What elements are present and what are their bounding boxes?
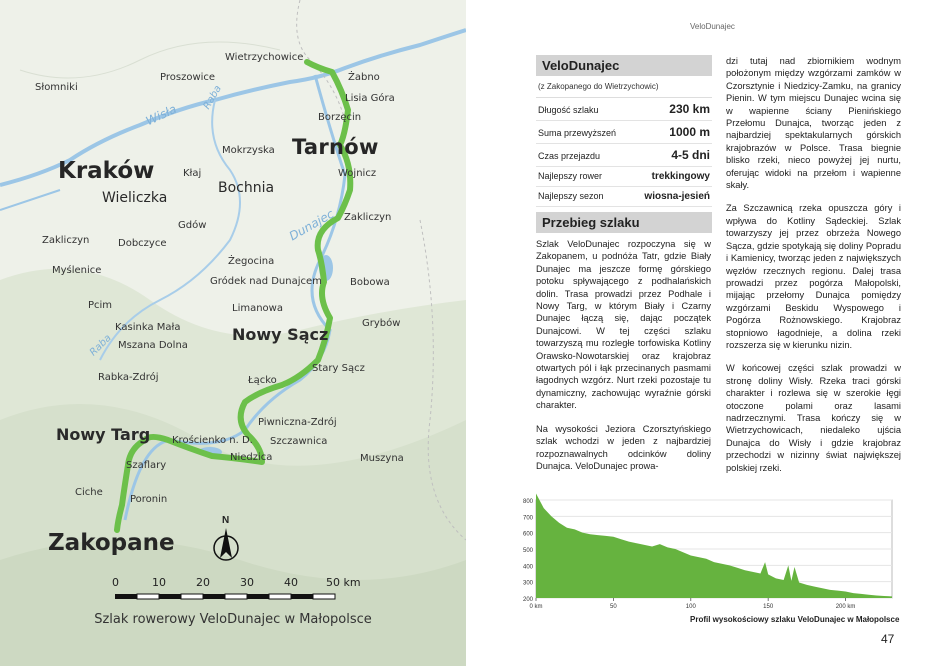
place-label: Poronin <box>130 494 168 505</box>
scale-label: 30 <box>240 576 254 589</box>
place-label: Łącko <box>248 375 277 386</box>
info-subtitle: (z Zakopanego do Wietrzychowic) <box>536 76 712 98</box>
place-label: Kraków <box>58 158 155 184</box>
place-label: Wieliczka <box>102 190 168 206</box>
text-column-1 <box>536 238 711 483</box>
scale-label: 50 km <box>326 576 361 589</box>
river-label: Wisła <box>143 101 179 129</box>
place-label: Gródek nad Dunajcem <box>210 276 322 287</box>
north-label: N <box>222 515 230 526</box>
info-box <box>536 55 712 207</box>
elevation-chart <box>512 492 896 612</box>
running-head: VeloDunajec <box>690 22 735 31</box>
info-label: Najlepszy sezon <box>538 191 604 201</box>
info-row <box>536 144 712 167</box>
place-label: Szczawnica <box>270 436 328 447</box>
place-label: Wojnicz <box>338 168 377 179</box>
place-label: Muszyna <box>360 453 404 464</box>
y-tick-label: 700 <box>522 515 533 522</box>
place-label: Zakliczyn <box>42 235 90 246</box>
paragraph: Szlak VeloDunajec rozpoczyna się w Zakopanem, u podnóża Tatr, gdzie Biały Dunajec ma jeszcze formę górskiego potoku spływającego z podhalańskich dolin. Trasa prowadzi przez Podhale i Nowy Targ, w którym Biały i Czarny Dunajec łączą się, dając początek Dunajcowi. W tej części szlaku towarzyszą mu rozległe torfowiska Kotliny Orawsko-Nowotarskiej oraz krajobraz otwartych pól i łąk przecinanych pasmami łagodnych wzgórz. Nurt rzeki pozostaje tu dynamiczny, zachowując wyraźnie górski charakter. <box>536 239 711 411</box>
scale-label: 0 <box>112 576 119 589</box>
place-label: Lisia Góra <box>345 93 395 104</box>
route-map <box>0 0 466 666</box>
info-label: Najlepszy rower <box>538 171 603 181</box>
place-label: Bochnia <box>218 180 275 196</box>
place-label: Piwniczna-Zdrój <box>258 417 337 428</box>
place-label: Żabno <box>348 72 380 83</box>
info-label: Długość szlaku <box>538 105 599 115</box>
place-label: Borzęcin <box>318 112 362 123</box>
y-tick-label: 200 <box>522 597 533 603</box>
info-value: 230 km <box>669 102 710 116</box>
place-label: Kasinka Mała <box>115 322 181 333</box>
scale-label: 10 <box>152 576 166 589</box>
text-column-2 <box>726 55 901 485</box>
paragraph: Za Szczawnicą rzeka opuszcza góry i wpływa do Kotliny Sądeckiej. Szlak towarzyszy jej przez obrzeża Nowego Sącza, gdzie spotykają się doliny Popradu i Kamienicy, tworząc jeden z największych węzłów rzecznych regionu. Dalej trasa prowadzi przez pogórza Małopolski, mijając przełomy Dunajca pomiędzy wzgórzami Beskidu Wyspowego i Pogórza Rożnowskiego. Krajobraz stopniowo łagodnieje, a dolina rzeki rozszerza się w kierunku nizin. <box>726 203 901 350</box>
info-row <box>536 98 712 121</box>
place-label: Mokrzyska <box>222 145 275 156</box>
river-label: Raba <box>201 83 224 112</box>
x-tick-label: 200 km <box>835 604 856 610</box>
place-label: Myślenice <box>52 265 102 276</box>
paragraph: dzi tutaj nad zbiornikiem wodnym położonym między wzgórzami zamków w Czorsztynie i Niedzicy-Zamku, na granicy Pienin. W tym miejscu Dunajec wcina się w wapienne ściany Pienińskiego Przełomu Dunajca, tworząc jeden z najbardziej spektakularnych górskich krajobrazów w Polsce. Trasa biegnie blisko rzeki, nieco powyżej jej nurtu, oferując widoki na przełom i wapienne skały. <box>726 56 901 191</box>
place-label: Rabka-Zdrój <box>98 372 159 383</box>
section-title: Przebieg szlaku <box>536 212 712 233</box>
place-label: Gdów <box>178 220 207 231</box>
info-row <box>536 121 712 144</box>
place-label: Tarnów <box>292 135 379 159</box>
info-label: Czas przejazdu <box>538 151 601 161</box>
y-tick-label: 500 <box>522 548 533 554</box>
y-tick-label: 600 <box>522 531 533 538</box>
place-label: Limanowa <box>232 303 283 314</box>
river-label: Raba <box>87 332 114 359</box>
paragraph: W końcowej części szlak prowadzi w stronę doliny Wisły. Rzeka traci górski charakter i rozlewa się w szerokie łęgi otoczone polami oraz lasami nadrzecznymi. Trasa kończy się w Wietrzychowicach, niedaleko ujścia Dunajca do Wisły i gdzie krajobraz przechodzi w nizinny świat największej polskiej rzeki. <box>726 363 901 473</box>
y-tick-label: 400 <box>522 564 533 571</box>
place-label: Kłaj <box>183 168 202 179</box>
place-label: Ciche <box>75 487 103 498</box>
place-label: Nowy Targ <box>56 425 151 444</box>
scale-bar <box>115 594 335 599</box>
x-tick-label: 100 <box>685 604 696 610</box>
place-label: Zakliczyn <box>344 212 392 223</box>
place-label: Bobowa <box>350 277 390 288</box>
info-value: trekkingowy <box>651 171 710 182</box>
info-label: Suma przewyższeń <box>538 128 617 138</box>
x-tick-label: 0 km <box>529 604 543 610</box>
place-label: Krościenko n. D. <box>172 435 253 446</box>
place-label: Zakopane <box>48 530 175 556</box>
page-number: 47 <box>881 632 895 646</box>
place-label: Niedzica <box>230 452 273 463</box>
scale-label: 40 <box>284 576 298 589</box>
river-label: Dunajec <box>286 206 337 244</box>
place-label: Stary Sącz <box>312 363 365 374</box>
info-value: 4-5 dni <box>671 148 710 162</box>
info-value: 1000 m <box>669 125 710 139</box>
chart-caption: Profil wysokościowy szlaku VeloDunajec w Małopolsce <box>690 615 900 624</box>
place-label: Pcim <box>88 300 113 311</box>
info-value: wiosna-jesień <box>644 191 710 202</box>
place-label: Dobczyce <box>118 238 167 249</box>
place-label: Słomniki <box>35 82 78 93</box>
info-row <box>536 167 712 187</box>
place-label: Nowy Sącz <box>232 325 329 344</box>
info-title: VeloDunajec <box>536 55 712 76</box>
x-tick-label: 50 <box>610 604 617 610</box>
scale-label: 20 <box>196 576 210 589</box>
place-label: Szaflary <box>126 460 167 471</box>
place-label: Mszana Dolna <box>118 340 188 351</box>
info-row <box>536 187 712 207</box>
elevation-chart-svg <box>512 492 896 612</box>
place-label: Proszowice <box>160 72 216 83</box>
place-label: Żegocina <box>228 256 275 267</box>
y-tick-label: 300 <box>522 580 533 587</box>
place-label: Wietrzychowice <box>225 52 304 63</box>
paragraph: Na wysokości Jeziora Czorsztyńskiego szlak wchodzi w jeden z najbardziej rozpoznawalnych odcinków doliny Dunajca. VeloDunajec prowa- <box>536 423 711 471</box>
place-label: Grybów <box>362 318 401 329</box>
x-tick-label: 150 <box>763 604 774 610</box>
map-caption: Szlak rowerowy VeloDunajec w Małopolsce <box>94 612 372 627</box>
y-tick-label: 800 <box>522 499 533 505</box>
